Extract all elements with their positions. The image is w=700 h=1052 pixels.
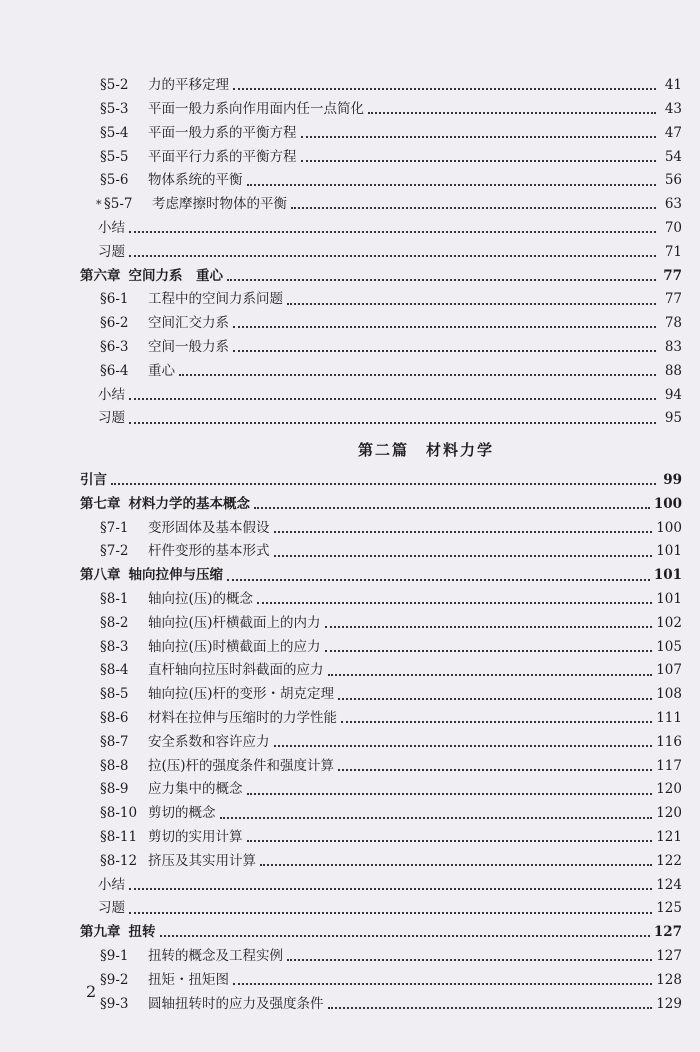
toc-entry-page: 129 (656, 995, 682, 1012)
toc-entry-title: 习题 (98, 410, 125, 427)
toc-entry-title: 材料力学的基本概念 (128, 495, 250, 512)
toc-entry-number: §8-9 (100, 781, 129, 798)
toc-entry-title: 空间力系 重心 (128, 267, 223, 284)
toc-entry-title: 平面一般力系的平衡方程 (148, 124, 297, 141)
toc-entry-page: 94 (664, 386, 682, 403)
part-heading: 第二篇 材料力学 (357, 441, 494, 460)
toc-entry (80, 407, 682, 431)
dot-leader (179, 373, 656, 376)
dot-leader (368, 111, 656, 114)
toc-entry (80, 992, 682, 1016)
toc-entry-number: §6-2 (100, 315, 129, 332)
toc-entry-number: §5-4 (100, 124, 129, 141)
toc-entry-page: 56 (664, 172, 682, 189)
toc-entry-page: 127 (653, 924, 682, 941)
dot-leader (338, 768, 652, 771)
dot-leader (129, 254, 656, 257)
toc-entry-page: 122 (656, 852, 682, 869)
toc-entry-page: 54 (664, 148, 682, 165)
toc-entry (80, 659, 682, 683)
toc-entry (80, 755, 682, 779)
toc-entry (80, 588, 682, 612)
toc-entry (80, 802, 682, 826)
toc-entry-page: 120 (656, 805, 682, 822)
toc-entry-title: 轴向拉(压)的概念 (148, 591, 254, 608)
toc-entry-page: 121 (656, 829, 682, 846)
toc-entry (80, 540, 682, 564)
toc-entry (80, 145, 682, 169)
dot-leader (233, 325, 656, 328)
toc-entry-page: 100 (656, 519, 682, 536)
toc-entry-number: §8-12 (100, 852, 138, 869)
dot-leader (111, 482, 656, 485)
toc-entry-title: 考虑摩擦时物体的平衡 (152, 196, 287, 213)
dot-leader (287, 958, 652, 961)
toc-entry (80, 921, 682, 945)
toc-entry-page: 99 (663, 472, 682, 489)
toc-entry-number: §6-4 (100, 362, 129, 379)
toc-entry-title: 拉(压)杆的强度条件和强度计算 (148, 757, 335, 774)
dot-leader (227, 578, 650, 581)
toc-entry-title: 空间一般力系 (148, 338, 229, 355)
toc-entry (80, 969, 682, 993)
toc-entry-title: 安全系数和容许应力 (148, 733, 270, 750)
toc-entry-title: 挤压及其实用计算 (148, 852, 256, 869)
toc-entry-title: 圆轴扭转时的应力及强度条件 (148, 995, 324, 1012)
toc-entry (80, 850, 682, 874)
toc-entry-number: §5-7 (104, 196, 133, 213)
dot-leader (247, 183, 657, 186)
toc-entry (80, 383, 682, 407)
dot-leader (301, 159, 657, 162)
toc-entry-number: §9-1 (100, 948, 129, 965)
toc-entry-page: 117 (656, 757, 682, 774)
toc-entry (80, 564, 682, 588)
toc-entry (80, 469, 682, 493)
dot-leader (274, 554, 653, 557)
toc-entry (80, 731, 682, 755)
toc-part-two (80, 469, 682, 1016)
toc-entry (80, 217, 682, 241)
dot-leader (160, 934, 650, 937)
toc-entry (80, 312, 682, 336)
toc-entry-page: 105 (656, 638, 682, 655)
toc-entry-page: 78 (664, 315, 682, 332)
toc-entry-page: 111 (656, 710, 682, 727)
toc-entry-title: 变形固体及基本假设 (148, 519, 270, 536)
toc-entry-page: 63 (664, 196, 682, 213)
toc-entry-number: §8-4 (100, 662, 129, 679)
toc-entry-number: §8-5 (100, 686, 129, 703)
dot-leader (254, 506, 650, 509)
toc-entry-page: 125 (656, 900, 682, 917)
toc-entry-number: §7-2 (100, 543, 129, 560)
toc-entry-title: 平面一般力系向作用面内任一点简化 (148, 100, 364, 117)
dot-leader (129, 397, 656, 400)
toc-entry-title: 平面平行力系的平衡方程 (148, 148, 297, 165)
toc-entry-title: 扭转的概念及工程实例 (148, 948, 283, 965)
toc-entry-page: 120 (656, 781, 682, 798)
dot-leader (338, 697, 652, 700)
toc-entry-title: 剪切的概念 (148, 805, 216, 822)
dot-leader (341, 720, 652, 723)
dot-leader (274, 530, 653, 533)
toc-entry-page: 127 (656, 948, 682, 965)
toc-entry-number: §5-3 (100, 100, 129, 117)
toc-entry (80, 360, 682, 384)
dot-leader (325, 649, 653, 652)
toc-entry (80, 707, 682, 731)
toc-entry-number: 第八章 (80, 567, 121, 584)
dot-leader (233, 982, 652, 985)
toc-entry-title: 物体系统的平衡 (148, 172, 243, 189)
toc-entry-number: §7-1 (100, 519, 129, 536)
toc-entry-page: 128 (656, 971, 682, 988)
toc-entry-page: 101 (653, 567, 682, 584)
toc-entry-page: 41 (664, 77, 682, 94)
toc-entry (80, 612, 682, 636)
toc-entry-title: 力的平移定理 (148, 77, 229, 94)
toc-entry-page: 70 (664, 219, 682, 236)
toc-entry-page: 101 (656, 543, 682, 560)
toc-entry-page: 71 (664, 243, 682, 260)
toc-entry (80, 897, 682, 921)
toc-entry-title: 空间汇交力系 (148, 315, 229, 332)
table-of-contents (80, 74, 682, 1016)
dot-leader (257, 601, 652, 604)
dot-leader (220, 816, 653, 819)
toc-entry-number: 第九章 (80, 924, 121, 941)
toc-entry-title: 轴向拉(压)杆横截面上的内力 (148, 614, 321, 631)
toc-entry-number: §8-10 (100, 805, 138, 822)
toc-entry-title: 轴向拉(压)杆的变形・胡克定理 (148, 686, 335, 703)
toc-entry-title: 重心 (148, 362, 175, 379)
toc-entry (80, 945, 682, 969)
toc-entry-page: 108 (656, 686, 682, 703)
dot-leader (328, 1006, 653, 1009)
toc-entry-title: 直杆轴向拉压时斜截面的应力 (148, 662, 324, 679)
toc-entry-page: 102 (656, 614, 682, 631)
toc-entry (80, 169, 682, 193)
page-number: 2 (86, 982, 97, 1001)
toc-entry (80, 98, 682, 122)
toc-entry-page: 43 (664, 100, 682, 117)
toc-entry-title: 习题 (98, 243, 125, 260)
toc-entry-title: 扭矩・扭矩图 (148, 971, 229, 988)
toc-entry (80, 683, 682, 707)
toc-entry (80, 826, 682, 850)
toc-entry-number: §6-3 (100, 338, 129, 355)
dot-leader (129, 230, 656, 233)
toc-entry-number: §8-2 (100, 614, 129, 631)
toc-entry (80, 288, 682, 312)
toc-entry-page: 124 (656, 876, 682, 893)
toc-entry-page: 116 (656, 733, 682, 750)
toc-entry-number: §5-5 (100, 148, 129, 165)
toc-entry-page: 100 (653, 495, 682, 512)
toc-entry-title: 剪切的实用计算 (148, 829, 243, 846)
toc-entry-title: 习题 (98, 900, 125, 917)
toc-entry (80, 778, 682, 802)
toc-entry-page: 77 (664, 291, 682, 308)
toc-entry-number: §6-1 (100, 291, 129, 308)
toc-entry-title: 小结 (98, 219, 125, 236)
toc-entry-number: §5-6 (100, 172, 129, 189)
dot-leader (129, 911, 652, 914)
dot-leader (233, 349, 656, 352)
toc-entry-number: §8-6 (100, 710, 129, 727)
toc-entry (80, 517, 682, 541)
toc-entry (80, 193, 682, 217)
toc-entry-number: §8-8 (100, 757, 129, 774)
toc-entry-title: 小结 (98, 386, 125, 403)
dot-leader (287, 302, 656, 305)
dot-leader (129, 887, 652, 890)
toc-entry (80, 264, 682, 288)
dot-leader (247, 792, 653, 795)
optional-marker: * (96, 198, 102, 212)
dot-leader (247, 839, 653, 842)
toc-entry (80, 636, 682, 660)
toc-entry-number: §8-1 (100, 591, 129, 608)
toc-entry (80, 122, 682, 146)
toc-entry (80, 74, 682, 98)
toc-entry-number: §5-2 (100, 77, 129, 94)
toc-entry-number: §8-11 (100, 829, 138, 846)
toc-entry-title: 引言 (80, 472, 107, 489)
toc-entry-number: §8-7 (100, 733, 129, 750)
dot-leader (291, 206, 656, 209)
dot-leader (233, 87, 656, 90)
toc-entry-number: §8-3 (100, 638, 129, 655)
dot-leader (325, 625, 653, 628)
toc-entry-title: 扭转 (128, 924, 156, 941)
toc-entry-title: 小结 (98, 876, 125, 893)
toc-entry-page: 95 (664, 410, 682, 427)
toc-part-one-continued (80, 74, 682, 431)
dot-leader (301, 135, 657, 138)
toc-entry-title: 工程中的空间力系问题 (148, 291, 283, 308)
toc-entry-title: 轴向拉伸与压缩 (128, 567, 223, 584)
toc-entry-title: 应力集中的概念 (148, 781, 243, 798)
toc-entry-number: §9-3 (100, 995, 129, 1012)
toc-entry-page: 47 (664, 124, 682, 141)
toc-entry-title: 材料在拉伸与压缩时的力学性能 (148, 710, 337, 727)
toc-entry-title: 杆件变形的基本形式 (148, 543, 270, 560)
toc-entry-number: §9-2 (100, 971, 129, 988)
toc-entry-number: 第六章 (80, 267, 121, 284)
toc-entry-number: 第七章 (80, 495, 121, 512)
toc-entry-page: 77 (663, 267, 682, 284)
dot-leader (274, 744, 653, 747)
dot-leader (129, 421, 656, 424)
toc-entry-page: 88 (664, 362, 682, 379)
toc-entry (80, 336, 682, 360)
dot-leader (328, 673, 653, 676)
toc-entry-title: 轴向拉(压)时横截面上的应力 (148, 638, 321, 655)
toc-entry (80, 874, 682, 898)
toc-entry (80, 493, 682, 517)
toc-entry-page: 101 (656, 591, 682, 608)
dot-leader (260, 863, 652, 866)
toc-entry-page: 107 (656, 662, 682, 679)
toc-entry-page: 83 (664, 338, 682, 355)
toc-entry (80, 241, 682, 265)
dot-leader (227, 278, 656, 281)
